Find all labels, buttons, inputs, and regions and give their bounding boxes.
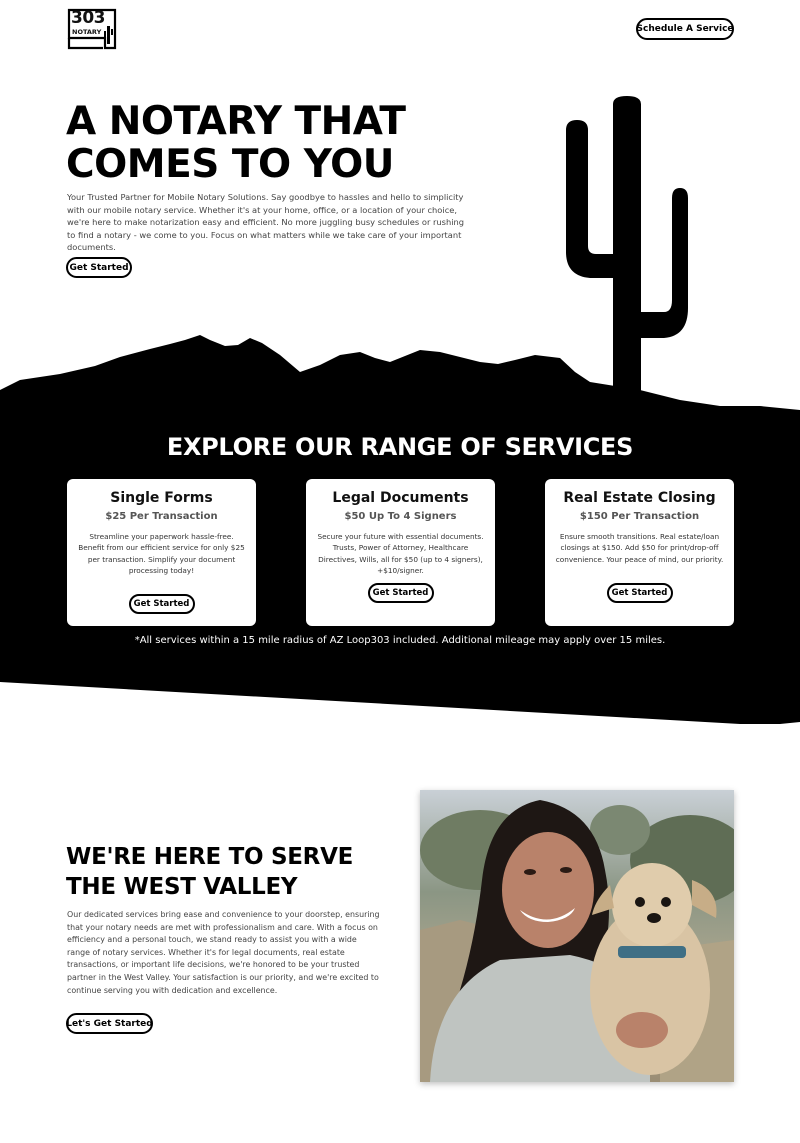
hero-title-line-1: A NOTARY THAT [66, 99, 406, 144]
service-card-title: Real Estate Closing [563, 490, 716, 506]
logo-number: 303 [71, 8, 105, 28]
service-card-description: Ensure smooth transitions. Real estate/loan closings at $150. Add $50 for print/drop-off convenience. Your peace of mind, our priority. [555, 532, 724, 564]
serve-title-line-1: WE'RE HERE TO SERVE [66, 844, 353, 870]
service-card-real-estate-closing [545, 479, 734, 626]
service-card-description: Secure your future with essential documents. Trusts, Power of Attorney, Healthcare Directives, Wills, all for $50 (up to 4 signers), +$10/signer. [317, 532, 484, 576]
single-forms-get-started-button[interactable]: Get Started [129, 594, 195, 614]
service-card-price: $25 Per Transaction [105, 511, 218, 522]
services-heading: EXPLORE OUR RANGE OF SERVICES [166, 433, 634, 461]
real-estate-get-started-button[interactable]: Get Started [607, 583, 673, 603]
service-card-description: Streamline your paperwork hassle-free. Benefit from our efficient service for only $25 per transaction. Simplify your document processing today! [78, 532, 245, 576]
service-card-price: $50 Up To 4 Signers [344, 511, 457, 522]
serve-title [66, 842, 353, 902]
service-card-title: Single Forms [110, 490, 213, 506]
hero-description: Your Trusted Partner for Mobile Notary Solutions. Say goodbye to hassles and hello to simplicity with our mobile notary service. Whether it's at your home, office, or a location of your choice, we're here to make notarization easy and efficient. No more juggling busy schedules or rushing to find a notary - we come to you. Focus on what matters while we take care of your important documents. [67, 192, 465, 253]
service-card-single-forms [67, 479, 256, 626]
services-footnote: *All services within a 15 mile radius of AZ Loop303 included. Additional mileage may apply over 15 miles. [134, 635, 666, 646]
serve-description: Our dedicated services bring ease and convenience to your doorstep, ensuring that your notary needs are met with professionalism and care. With a focus on efficiency and a personal touch, we stand ready to assist you with a wide range of notary services. Whether it's for legal documents, real estate transactions, or important life decisions, we're honored to be your trusted partner in the West Valley. Your satisfaction is our priority, and we're excited to continue serving you with dedication and excellence. [67, 910, 380, 995]
service-card-legal-documents [306, 479, 495, 626]
photo-illustration [420, 790, 734, 1082]
lets-get-started-button[interactable]: Let's Get Started [66, 1013, 153, 1034]
service-card-price: $150 Per Transaction [579, 511, 700, 522]
hero-title [66, 100, 406, 186]
notary-logo[interactable] [67, 8, 117, 50]
service-card-title: Legal Documents [332, 490, 469, 506]
logo-word: NOTARY [72, 28, 102, 36]
hero-title-line-2: COMES TO YOU [66, 142, 394, 187]
schedule-service-button[interactable]: Schedule A Service [636, 18, 734, 40]
hero-get-started-button[interactable]: Get Started [66, 257, 132, 278]
serve-title-line-2: THE WEST VALLEY [66, 874, 298, 900]
notary-with-dog-photo [420, 790, 734, 1082]
legal-documents-get-started-button[interactable]: Get Started [368, 583, 434, 603]
